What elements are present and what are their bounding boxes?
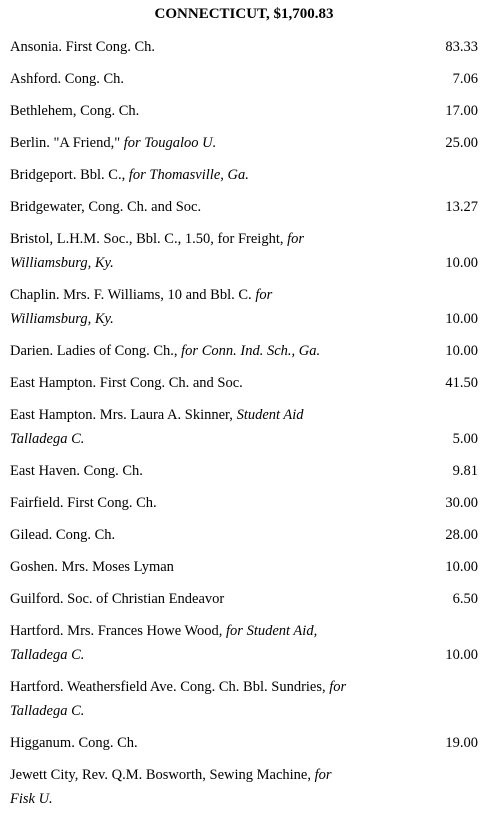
entry-amount: 28.00 [445, 527, 478, 543]
entry-text: Guilford. Soc. of Christian Endeavor [10, 591, 225, 607]
list-item [10, 555, 478, 579]
list-item [10, 587, 478, 611]
entry-italic-text: Talladega C. [10, 431, 85, 447]
entry-amount: 7.06 [452, 71, 478, 87]
entry-amount: 10.00 [445, 343, 478, 359]
list-item [10, 339, 478, 363]
entry-text: East Hampton. First Cong. Ch. and Soc. [10, 375, 243, 391]
list-item [10, 195, 478, 219]
entry-amount: 10.00 [445, 255, 478, 271]
entry-amount: 19.00 [445, 735, 478, 751]
entry-text: Chaplin. Mrs. F. Williams, 10 and Bbl. C. [10, 287, 256, 303]
entry-text: East Hampton. Mrs. Laura A. Skinner, [10, 407, 237, 423]
entry-amount: 10.00 [445, 311, 478, 327]
entry-italic-text: for Student Aid, [226, 623, 318, 639]
entry-text: Higganum. Cong. Ch. [10, 735, 138, 751]
entry-text: Ansonia. First Cong. Ch. [10, 39, 156, 55]
entry-amount: 41.50 [445, 375, 478, 391]
list-item [10, 675, 478, 723]
entry-amount: 10.00 [445, 559, 478, 575]
entry-italic-text: for Tougaloo U. [123, 135, 217, 151]
entry-italic-text: for Thomasville, Ga. [128, 167, 249, 183]
entry-italic-text: Williamsburg, Ky. [10, 311, 114, 327]
entry-italic-text: for [287, 231, 305, 247]
entry-amount: 17.00 [445, 103, 478, 119]
entry-text: Bristol, L.H.M. Soc., Bbl. C., 1.50, for Freight, [10, 231, 288, 247]
list-item [10, 283, 478, 331]
entry-amount: 6.50 [452, 591, 478, 607]
list-item [10, 99, 478, 123]
list-item [10, 163, 478, 187]
entry-amount: 9.81 [452, 463, 478, 479]
list-item [10, 371, 478, 395]
entry-text: Hartford. Weathersfield Ave. Cong. Ch. Bbl. Sundries, [10, 679, 330, 695]
entry-italic-text: Talladega C. [10, 647, 85, 663]
entry-amount: 13.27 [445, 199, 478, 215]
entry-text: East Haven. Cong. Ch. [10, 463, 143, 479]
list-item [10, 35, 478, 59]
entry-italic-text: Fisk U. [10, 791, 53, 807]
list-item [10, 459, 478, 483]
entry-italic-text: for [255, 287, 273, 303]
list-item [10, 227, 478, 275]
entry-italic-text: for Conn. Ind. Sch., Ga. [181, 343, 321, 359]
entry-italic-text: Talladega C. [10, 703, 85, 719]
entry-italic-text: for [314, 767, 332, 783]
entry-italic-text: Williamsburg, Ky. [10, 255, 114, 271]
entry-text: Bethlehem, Cong. Ch. [10, 103, 140, 119]
entry-text: Darien. Ladies of Cong. Ch., [10, 343, 182, 359]
entry-amount: 83.33 [445, 39, 478, 55]
entry-text: Berlin. "A Friend," [10, 135, 124, 151]
entry-italic-text: for [329, 679, 347, 695]
list-item [10, 763, 478, 811]
entry-amount: 30.00 [445, 495, 478, 511]
entry-text: Bridgeport. Bbl. C., [10, 167, 129, 183]
list-item [10, 523, 478, 547]
entry-amount: 25.00 [445, 135, 478, 151]
entry-amount: 10.00 [445, 647, 478, 663]
entry-italic-text: Student Aid [236, 407, 304, 423]
list-item [10, 403, 478, 451]
entry-text: Bridgewater, Cong. Ch. and Soc. [10, 199, 202, 215]
entry-text: Hartford. Mrs. Frances Howe Wood, [10, 623, 227, 639]
list-item [10, 731, 478, 755]
entry-text: Gilead. Cong. Ch. [10, 527, 116, 543]
list-item [10, 619, 478, 667]
entry-text: Goshen. Mrs. Moses Lyman [10, 559, 174, 575]
page-heading: CONNECTICUT, $1,700.83 [154, 6, 334, 22]
entry-text: Jewett City, Rev. Q.M. Bosworth, Sewing Machine, [10, 767, 315, 783]
entry-text: Ashford. Cong. Ch. [10, 71, 124, 87]
list-item [10, 131, 478, 155]
list-item [10, 67, 478, 91]
entry-text: Fairfield. First Cong. Ch. [10, 495, 157, 511]
entry-amount: 5.00 [452, 431, 478, 447]
list-item [10, 491, 478, 515]
